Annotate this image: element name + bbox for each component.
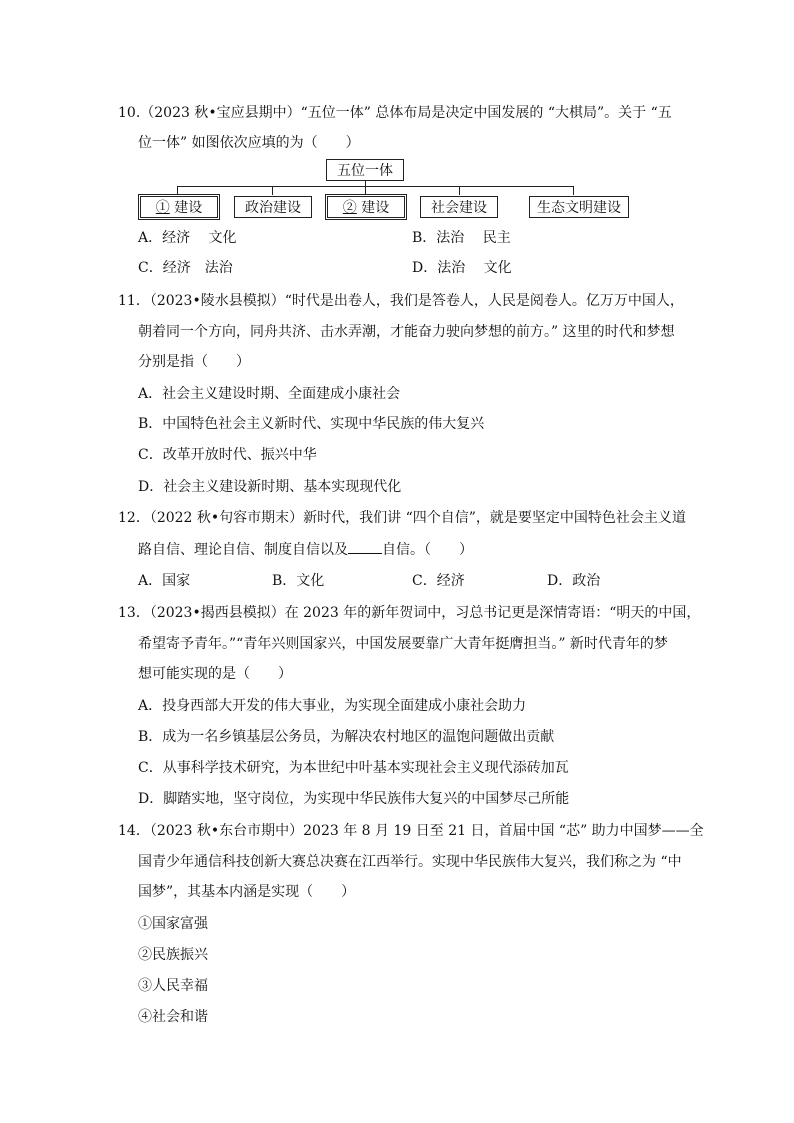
q10-stem-line2: 位一体” 如图依次应填的为（ ） xyxy=(138,135,360,151)
q14-item-3: ③人民幸福 xyxy=(138,978,208,994)
q13-option-b[interactable]: B．成为一名乡镇基层公务员，为解决农村地区的温饱问题做出贡献 xyxy=(138,729,555,745)
diagram-box-4 xyxy=(420,196,498,218)
diagram-box-3-label: 建设 xyxy=(361,200,390,216)
q13-option-a[interactable]: A．投身西部大开发的伟大事业，为实现全面建成小康社会助力 xyxy=(138,698,527,714)
q12-option-d[interactable]: D．政治 xyxy=(547,573,601,589)
diagram-top-label: 五位一体 xyxy=(337,163,393,179)
diagram-box-4-label: 社会建设 xyxy=(431,200,487,216)
q14-item-1: ①国家富强 xyxy=(138,916,208,932)
q13-stem-line1: 13．（2023•揭西县模拟）在 2023 年的新年贺词中，习总书记更是深情寄语：“明天的中国， xyxy=(118,605,701,621)
q10-option-a[interactable]: A．经济 文化 xyxy=(138,230,237,246)
diagram-box-3-number: ② xyxy=(342,200,357,216)
diagram-drop-2 xyxy=(272,186,273,195)
q12-answer-blank xyxy=(348,539,382,554)
q12-option-a[interactable]: A．国家 xyxy=(138,573,191,589)
diagram-box-3 xyxy=(327,196,405,218)
diagram-drop-4 xyxy=(459,186,460,195)
diagram-drop-1 xyxy=(177,186,178,195)
q14-stem-line1: 14．（2023 秋•东台市期中）2023 年 8 月 19 日至 21 日，首届中国 “芯” 助力中国梦——全 xyxy=(118,823,704,839)
diagram-box-2-label: 政治建设 xyxy=(245,200,301,216)
diagram-horizontal-line xyxy=(177,186,573,187)
q13-stem-line2: 希望寄予青年。”“青年兴则国家兴，中国发展要靠广大青年挺膺担当。” 新时代青年的梦 xyxy=(138,636,668,652)
q14-stem-line3: 国梦”，其基本内涵是实现（ ） xyxy=(138,884,356,900)
q11-stem-line1: 11．（2023•陵水县模拟）“时代是出卷人，我们是答卷人，人民是阅卷人。亿万万中国人， xyxy=(118,293,684,309)
diagram-box-5-label: 生态文明建设 xyxy=(537,200,621,216)
q11-option-b[interactable]: B．中国特色社会主义新时代、实现中华民族的伟大复兴 xyxy=(138,416,485,432)
diagram-top-box xyxy=(326,159,404,181)
q10-option-d[interactable]: D．法治 文化 xyxy=(412,260,512,276)
diagram-box-1-number: ① xyxy=(155,200,170,216)
q13-stem-line3: 想可能实现的是（ ） xyxy=(138,666,292,682)
q14-item-2: ②民族振兴 xyxy=(138,947,208,963)
q12-stem-line2-before-blank: 路自信、理论自信、制度自信以及 xyxy=(138,542,348,558)
q11-stem-line3: 分别是指（ ） xyxy=(138,354,250,370)
diagram-box-5 xyxy=(529,196,629,218)
q10-stem-line1: 10.（2023 秋•宝应县期中）“五位一体” 总体布局是决定中国发展的 “大棋局”。关于 “五 xyxy=(118,105,672,121)
diagram-drop-5 xyxy=(573,186,574,195)
q12-stem-line2 xyxy=(138,539,473,560)
q11-option-a[interactable]: A．社会主义建设时期、全面建成小康社会 xyxy=(138,386,401,402)
q11-stem-line2: 朝着同一个方向，同舟共济、击水弄潮，才能奋力驶向梦想的前方。” 这里的时代和梦想 xyxy=(138,324,675,340)
diagram-box-1 xyxy=(140,196,218,218)
q13-option-c[interactable]: C．从事科学技术研究，为本世纪中叶基本实现社会主义现代添砖加瓦 xyxy=(138,760,569,776)
diagram-box-2 xyxy=(234,196,312,218)
q11-option-d[interactable]: D．社会主义建设新时期、基本实现现代化 xyxy=(138,479,402,495)
q12-stem-line1: 12．（2022 秋•句容市期末）新时代，我们讲 “四个自信”，就是要坚定中国特色社会主义道 xyxy=(118,510,686,526)
q11-option-c[interactable]: C．改革开放时代、振兴中华 xyxy=(138,447,317,463)
q10-option-b[interactable]: B．法治 民主 xyxy=(412,230,511,246)
q13-option-d[interactable]: D．脚踏实地，坚守岗位，为实现中华民族伟大复兴的中国梦尽己所能 xyxy=(138,791,570,807)
q14-stem-line2: 国青少年通信科技创新大赛总决赛在江西举行。实现中华民族伟大复兴，我们称之为 “中 xyxy=(138,854,682,870)
q12-stem-line2-after-blank: 自信。（ ） xyxy=(382,542,473,558)
q14-item-4: ④社会和谐 xyxy=(138,1009,208,1025)
diagram-box-1-label: 建设 xyxy=(174,200,203,216)
diagram-stem-line xyxy=(365,181,366,187)
q12-option-b[interactable]: B．文化 xyxy=(272,573,325,589)
q10-option-c[interactable]: C．经济 法治 xyxy=(138,260,233,276)
q12-option-c[interactable]: C．经济 xyxy=(412,573,465,589)
diagram-drop-3 xyxy=(365,186,366,195)
